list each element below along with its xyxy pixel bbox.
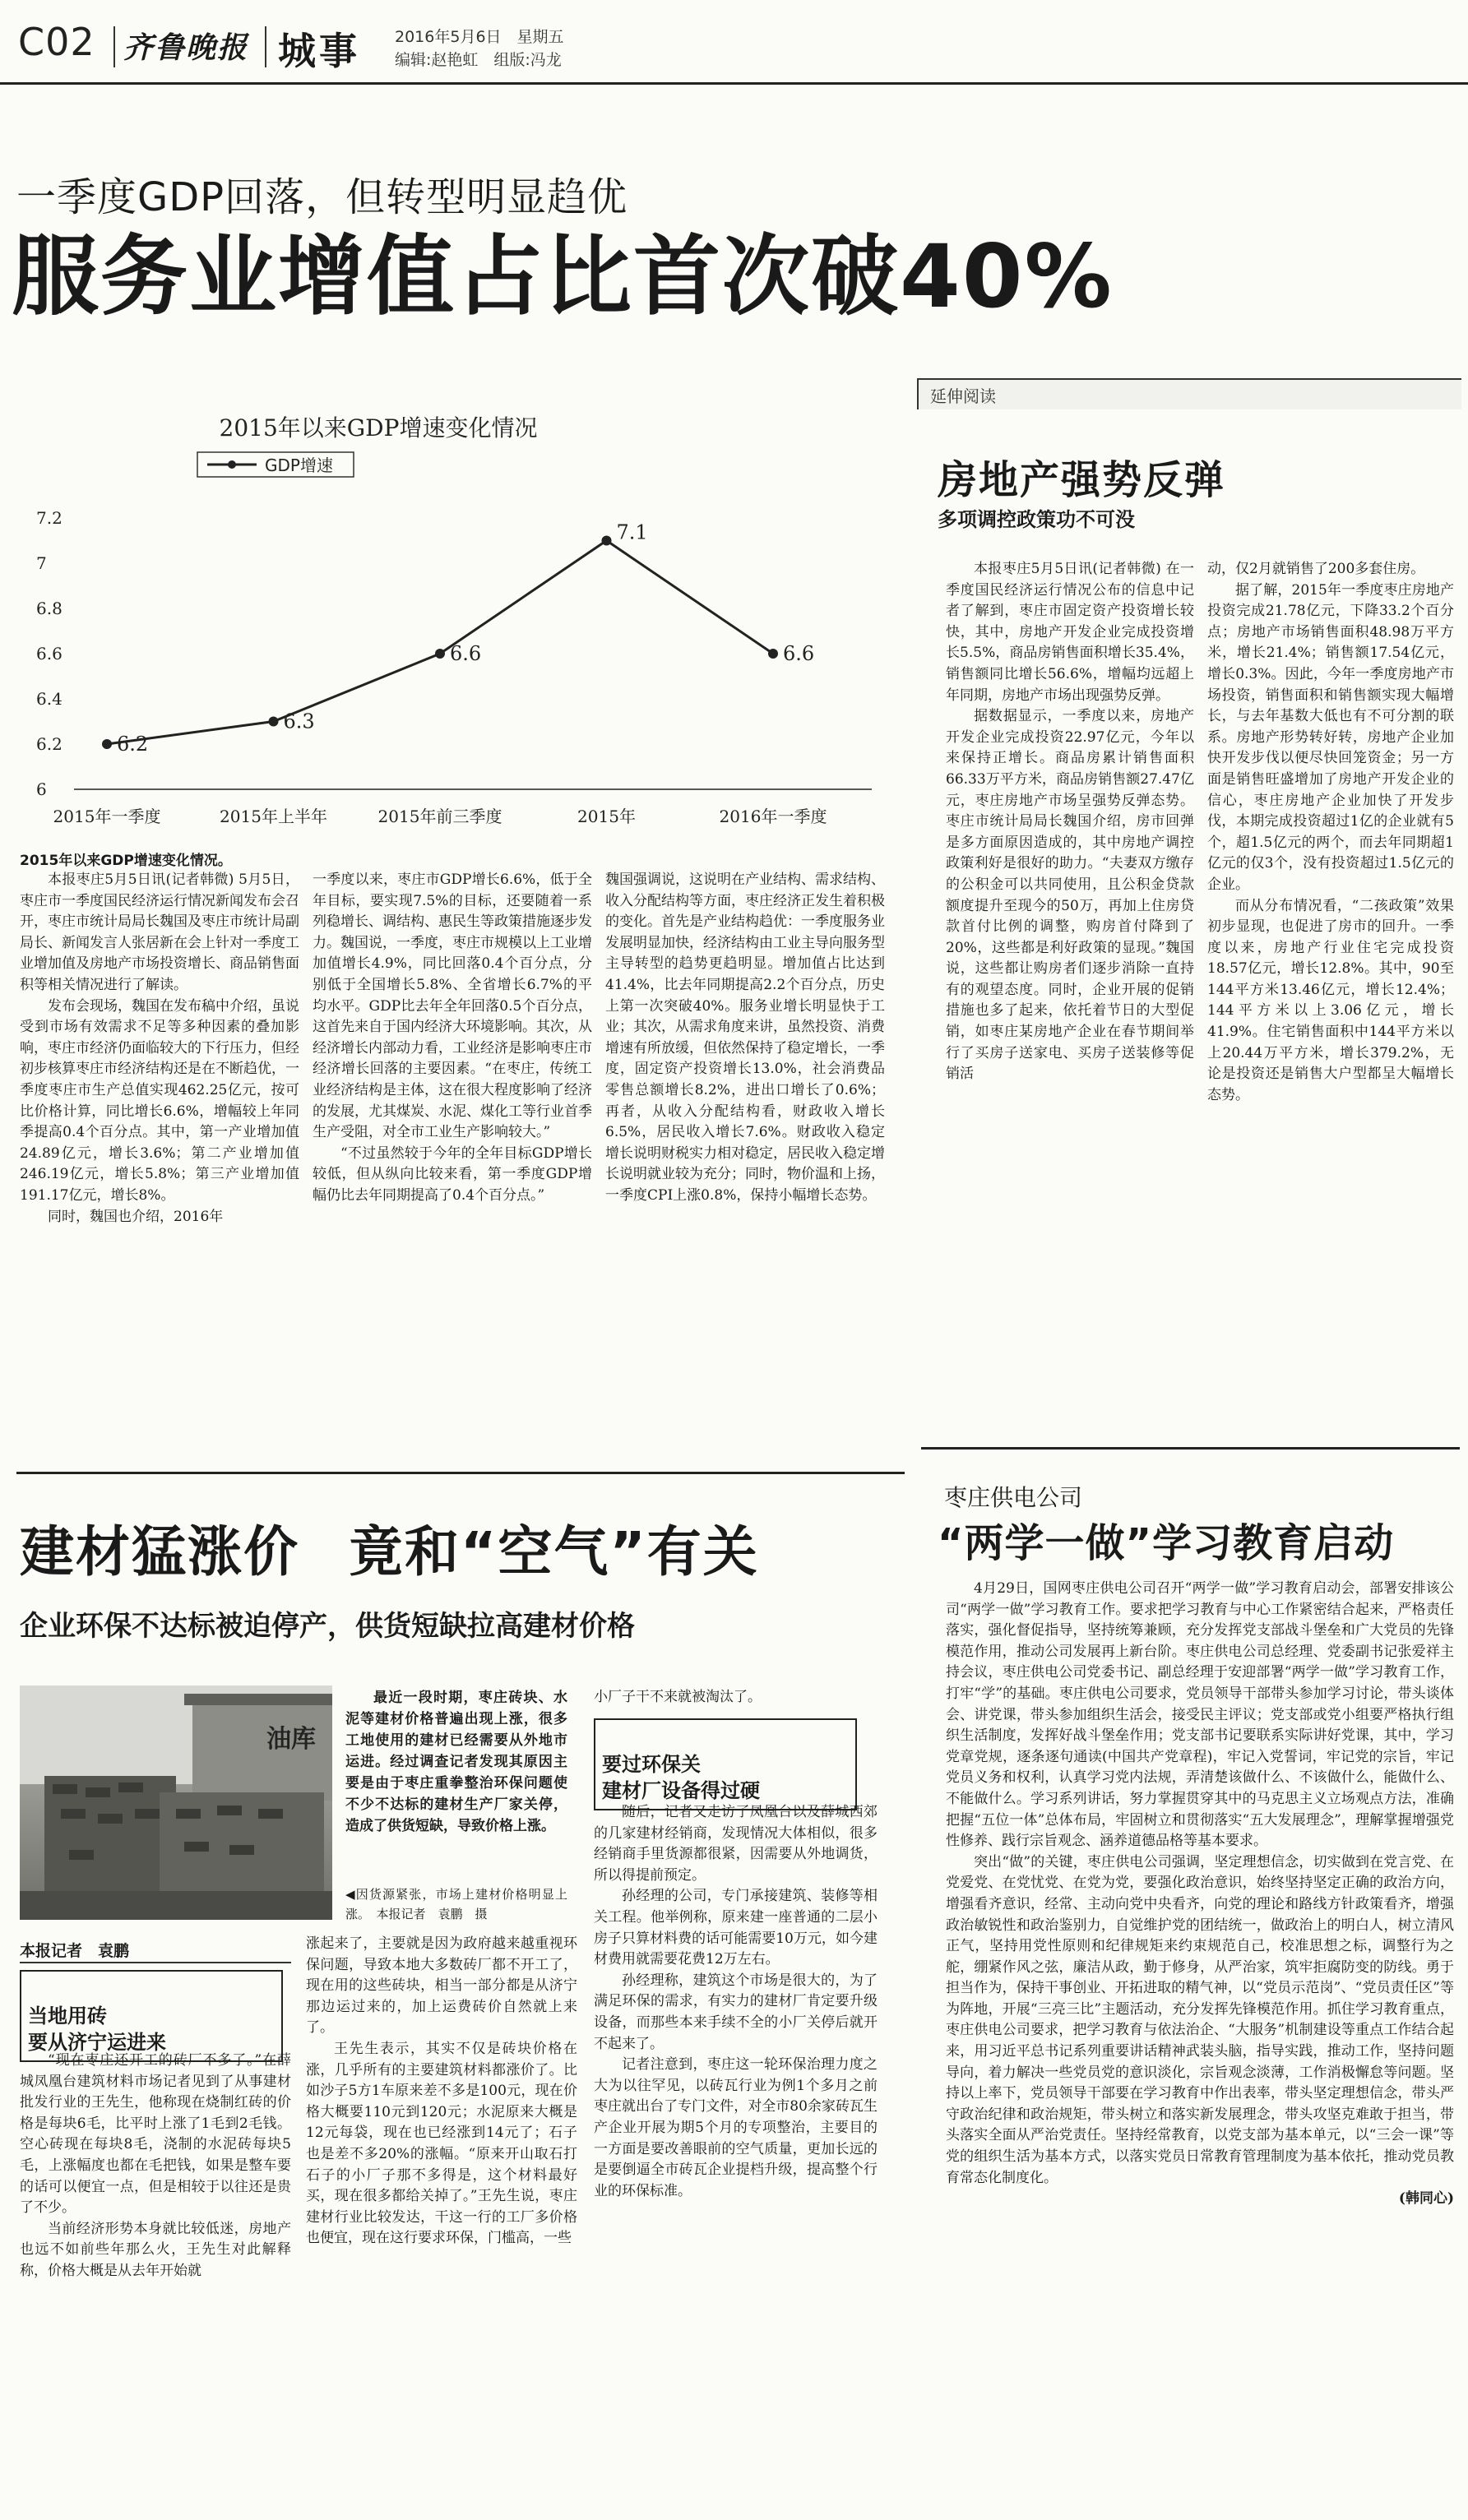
sidebar-column-2-para: 据了解，2015年一季度枣庄房地产投资完成21.78亿元，下降33.2个百分点；房地产市场销售面积48.98万平方米，增长21.4%；销售额17.54亿元，增长0.3%。因此，今年一季度房地产市场投资，销售面积和销售额实现大幅增长，与去年基数大低也有不可分割的联系。房地产形势转好转，房地产企业加快开发步伐以便尽快回笼资金；另一方面是销售旺盛增加了房地产开发企业的信心，枣庄房地产企业加快了开发步伐，本期完成投资超过1亿的企业就有5个，超1.5亿元的两个，而去年同期超1亿元的仅3个，没有投资超过1.5亿元的企业。 [1207,581,1454,893]
masthead [0,0,1468,82]
section-rule-left [16,1472,905,1474]
building-headline-b: 竟和“空气”有关 [349,1520,759,1584]
lead-kicker: 一季度GDP回落，但转型明显趋优 [16,174,628,220]
building-column-3 [594,1802,878,2507]
building-box-2-text: 要过环保关 建材厂设备得过硬 [602,1753,760,1802]
building-subhead-box-1 [20,1970,283,2062]
sidebar-tag-box [917,378,1461,409]
chart-plot [36,508,872,826]
gdp-chart [25,403,905,839]
byline-rule [20,1962,291,1963]
y-tick-label: 6.4 [36,689,63,709]
photo-sign: 油库 [266,1725,316,1754]
building-col3-top-text: 小厂子干不来就被淘汰了。 [594,1689,762,1705]
y-tick-label: 6.8 [36,599,63,618]
sidebar-column-1-para: 据数据显示，一季度以来，房地产开发企业完成投资22.97亿元，今年以来保持正增长。商品房累计销售面积66.33万平方米，商品房销售额27.47亿元，枣庄房地产市场呈强势反弹态势。枣庄市统计局局长魏国介绍，房市回弹是多方面原因造成的，其中房地产调控政策利好是很好的助力。“夫妻双方缴存的公积金可以共同使用，且公积金贷款额度提升至现今的50万，再加上住房贷款首付比例的调整，购房首付降到了20%，这些都是利好政策的显现。”魏国说，这些都让购房者们逐步消除一直持有的观望态度。同时，企业开展的促销措施也多了起来，依托着节日的大型促销，如枣庄某房地产企业在春节期间举行了买房子送家电、买房子送装修等促销活 [946,708,1194,1083]
gdp-data-point [602,536,612,546]
x-tick-label: 2015年 [577,807,636,826]
building-column-1-para: 当前经济形势本身就比较低迷，房地产也远不如前些年那么火，王先生对此解释称，价格大概是从去年开始就 [20,2220,291,2279]
building-column-3-top [594,1687,878,1712]
building-column-1 [20,2051,291,2507]
sidebar-column-2 [1207,559,1454,1422]
lead-column-1-para: 本报枣庄5月5日讯(记者韩微) 5月5日，枣庄市一季度国民经济运行情况新闻发布会召开，枣庄市统计局局长魏国及枣庄市统计局副局长、新闻发言人张居新在会上针对一季度工业增加值及房地产市场投资增长、商品销售面积等相关情况进行了解读。 [20,872,299,993]
paper-name: 齐鲁晚报 [123,30,249,65]
x-tick-label: 2015年前三季度 [377,807,502,826]
x-tick-label: 2016年一季度 [719,807,827,826]
y-tick-label: 7 [36,553,47,573]
lead-column-2 [313,870,592,1450]
y-tick-label: 6.6 [36,644,63,664]
masthead-divider-2 [265,26,266,67]
building-column-2-text [306,1934,577,2250]
sidebar-column-1-para: 本报枣庄5月5日讯(记者韩微) 在一季度国民经济运行情况公布的信息中记者了解到，枣庄市固定资产投资增长较快，其中，房地产开发企业完成投资增长5.5%，商品房销售面积增长35.4%，销售额同比增长56.6%，增幅均远超上年同期，房地产市场出现强势反弹。 [946,561,1194,704]
building-column-3-para: 记者注意到，枣庄这一轮环保治理力度之大为以往罕见，以砖瓦行业为例1个多月之前枣庄就出台了专门文件，对全市80余家砖瓦生产企业开展为期5个月的专项整治，主要目的一方面是要改善眼前的空气质量，更加长远的是要倒逼全市砖瓦企业提档升级，提高整个行业的环保标准。 [594,2056,878,2199]
lead-column-2-text [313,870,592,1207]
sidebar-tag: 延伸阅读 [930,386,996,406]
power-body-para: 突出“做”的关键，枣庄供电公司强调，坚定理想信念，切实做到在党言党、在党爱党、在党忧党、在党为党，要强化政治意识，始终坚持坚定正确的政治方向，增强看齐意识，经常、主动向党中央看齐，向党的理论和路线方针政策看齐，增强政治敏锐性和政治鉴别力，自觉维护党的团结统一，做政治上的明白人，树立清风正气，坚持用党性原则和纪律规矩来约束规范自己，校准思想之标，调整行为之舵，绷紧作风之弦，廉洁从政，勤于修身，从严治家，筑牢拒腐防变的防线。勇于担当作为，保持干事创业、开拓进取的精气神，以“党员示范岗”、“党员责任区”等为阵地，开展“三亮三比”主题活动，充分发挥先锋模范作用。抓住学习教育重点，枣庄供电公司要求，把学习教育与依法治企、“大服务”机制建设等重点工作结合起来，用习近平总书记系列重要讲话精神武装头脑，指导实践，推动工作，坚持问题导向，着力解决一些党员党的意识淡化，宗旨观念淡薄，工作消极懈怠等问题。坚持以上率下，党员领导干部要在学习教育中作出表率，带头坚定理想信念，带头严守政治纪律和政治规矩，带头树立和落实新发展理念，带头攻坚克难敢于担当，带头落实全面从严治党责任。坚持经常教育，以党支部为基本单元，以“三会一课”等党的组织生活为基本方式，以落实党员日常教育管理制度为基本依托，推动党员教育常态化制度化。 [946,1853,1454,2186]
sidebar-column-2-text [1207,559,1454,1106]
y-tick-label: 7.2 [36,508,63,528]
gdp-data-point [768,649,778,659]
building-column-3-para: 随后，记者又走访了凤凰台以及薛城西郊的几家建材经销商，发现情况大体相似，很多经销商手里货源都很紧，因需要从外地调货，所以得提前预定。 [594,1804,878,1884]
power-body-text [946,1579,1454,2189]
editor-line: 编辑:赵艳虹 组版:冯龙 [395,51,562,69]
lead-column-2-para: 一季度以来，枣庄市GDP增长6.6%，低于全年目标，要实现7.5%的目标，还要随着一系列稳增长、调结构、惠民生等政策措施逐步发力。魏国说，一季度，枣庄市规模以上工业增加值增长4.9%，同比回落0.4个百分点，分别低于全国增长5.8%、全省增长6.7%的平均水平。GDP比去年全年回落0.5个百分点，这首先来自于国内经济大环境影响。其次，从经济增长内部动力看，工业经济是影响枣庄市经济增长回落的主要因素。“在枣庄，传统工业经济结构是主体，这在很大程度影响了经济的发展，尤其煤炭、水泥、煤化工等行业首季生产受阻，对全市工业生产影响较大。” [313,872,592,1141]
gdp-data-point [269,717,279,727]
gdp-data-label: 6.3 [283,710,315,733]
brick-photo [20,1685,332,1920]
building-column-2-para: 涨起来了，主要就是因为政府越来越重视环保问题，导致本地大多数砖厂都不开工了，现在用的这些砖块，相当一部分都是从济宁那边运过来的，加上运费砖价自然就上来了。 [306,1935,577,2037]
power-headline: “两学一做”学习教育启动 [938,1520,1395,1566]
lead-column-1-para: 同时，魏国也介绍，2016年 [48,1208,224,1225]
page-code: C02 [18,20,95,64]
building-column-3-para: 孙经理的公司，专门承接建筑、装修等相关工程。他举例称，原来建一座普通的二层小房子只算材料费的话可能需要10万元，如今建材费用就需要花费12万左右。 [594,1888,878,1968]
section-title: 城事 [278,29,360,73]
legend-marker [228,460,236,469]
power-body [946,1579,1454,2508]
power-org: 枣庄供电公司 [944,1484,1083,1511]
building-subhead-box-2 [594,1718,857,1810]
power-body-para: 4月29日，国网枣庄供电公司召开“两学一做”学习教育启动会，部署安排该公司“两学一做”学习教育工作。要求把学习教育与中心工作紧密结合起来，严格责任落实，强化督促指导，坚持统筹兼顾，充分发挥党支部战斗堡垒和广大党员的先锋模范作用，推动公司发展再上新台阶。枣庄供电公司总经理、党委副书记张爱祥主持会议，枣庄供电公司党委书记、副总经理于安迎部署“两学一做”学习教育工作，打牢“学”的基础。枣庄供电公司要求，党员领导干部带头参加学习讨论，带头谈体会、讲党课，带头参加组织生活会，接受民主评议；党支部或党小组要严格执行组织生活制度，发挥好战斗堡垒作用；党支部书记要联系实际讲好党课，其中，学习党章党规，逐条逐句通读(中国共产党章程)，牢记入党誓词，牢记党的宗旨，牢记党员义务和权利，认真学习党内法规，弄清楚该做什么、不该做什么，能做什么、不能做什么。学习系列讲话，努力掌握贯穿其中的马克思主义立场观点方法，准确把握“五位一体”总体布局，牢固树立和贯彻落实“五大发展理念”，理解掌握增强党性修养、践行宗旨观念、涵养道德品格等基本要求。 [946,1580,1454,1850]
lead-column-3-para: 魏国强调说，这说明在产业结构、需求结构、收入分配结构等方面，枣庄经济正发生着积极的变化。首先是产业结构趋优：一季度服务业发展明显加快，经济结构由工业主导向服务型主导转型的趋势更趋明显。增加值占比达到41.4%，比去年同期提高2.2个百分点，历史上第一次突破40%。服务业增长明显快于工业；其次，从需求角度来讲，虽然投资、消费增速有所放缓，但依然保持了稳定增长，一季度，固定资产投资增长13.0%，社会消费品零售总额增长8.2%，进出口增长了0.6%；再者，从收入分配结构看，财政收入增长6.5%，居民收入增长7.6%。财政收入稳定增长说明财税实力相对稳定，居民收入稳定增长说明就业较为充分；同时，物价温和上扬，一季度CPI上涨0.8%，保持小幅增长态势。 [605,872,885,1204]
building-column-3-para: 孙经理称，建筑这个市场是很大的，为了满足环保的需求，有实力的建材厂肯定要升级设备，而那些本来手续不全的小厂关停后就开不起来了。 [594,1972,878,2052]
gdp-series-line [107,541,773,745]
section-rule-right [921,1447,1460,1450]
lead-column-3 [605,870,885,1450]
photo-caption: ◀因货源紧张，市场上建材价格明显上涨。 本报记者 袁鹏 摄 [345,1887,567,1921]
x-tick-label: 2015年上半年 [220,807,327,826]
gdp-data-label: 6.6 [450,642,482,665]
building-subhead: 企业环保不达标被迫停产，供货短缺拉高建材价格 [20,1610,635,1643]
lead-column-1-text [20,870,299,1228]
building-column-1-para: “现在枣庄还开工的砖厂不多了。”在薛城凤凰台建筑材料市场记者见到了从事建材批发行业的王先生，他称现在烧制红砖的价格是每块6毛，比平时上涨了1毛到2毛钱。空心砖现在每块8毛，浇制的水泥砖每块5毛，上涨幅度也都在毛把钱，如果是整车要的话可以便宜一点，但是相较于以往还是贵了不少。 [20,2052,291,2217]
lead-column-1 [20,870,299,1450]
sidebar-column-2-para: 动，仅2月就销售了200多套住房。 [1207,561,1425,577]
photo-caption-box [345,1884,567,1927]
gdp-data-point [435,649,445,659]
building-headline [20,1519,759,1585]
gdp-chart-svg [25,403,905,839]
legend-label: GDP增速 [265,455,333,475]
building-column-3-text [594,1802,878,2202]
building-column-2 [306,1934,577,2507]
building-byline: 本报记者 袁鹏 [20,1942,130,1960]
lead-column-1-para: 发布会现场，魏国在发布稿中介绍，虽说受到市场有效需求不足等多种因素的叠加影响，枣庄市经济仍面临较大的下行压力，但经初步核算枣庄市经济结构还是在不断趋优，一季度枣庄市生产总值实现462.25亿元，按可比价格计算，同比增长6.6%，增幅较上年同季提高0.4个百分点。其中，第一产业增加值24.89亿元，增长3.6%；第二产业增加值246.19亿元，增长5.8%；第三产业增加值191.17亿元，增长8%。 [20,997,299,1204]
building-headline-a: 建材猛涨价 [20,1520,299,1584]
sidebar-headline: 房地产强势反弹 [938,457,1226,503]
masthead-rule [0,82,1468,85]
sidebar-subhead: 多项调控政策功不可没 [938,508,1135,531]
gdp-data-label: 6.6 [783,642,815,665]
building-column-1-text [20,2051,291,2282]
date-line: 2016年5月6日 星期五 [395,28,564,46]
gdp-data-label: 7.1 [616,520,648,544]
lead-column-3-text [605,870,885,1207]
chart-title: 2015年以来GDP增速变化情况 [219,414,538,442]
lead-column-2-para: “不过虽然较于今年的全年目标GDP增长较低，但从纵向比较来看，第一季度GDP增幅仍比去年同期提高了0.4个百分点。” [313,1144,592,1204]
building-lead-text: 最近一段时期，枣庄砖块、水泥等建材价格普遍出现上涨，很多工地使用的建材已经需要从外地市运进。经过调查记者发现其原因主要是由于枣庄重拳整治环保问题使不少不达标的建材生产厂家关停，造成了供货短缺，导致价格上涨。 [345,1690,567,1834]
y-tick-label: 6.2 [36,734,63,754]
gdp-data-label: 6.2 [117,733,149,756]
building-column-2-para: 王先生表示，其实不仅是砖块价格在涨，几乎所有的主要建筑材料都涨价了。比如沙子5方1车原来差不多是100元，现在价格大概要110元到120元；水泥原来大概是12元每袋，现在也已经涨到14元了；石子也是差不多20%的涨幅。“原来开山取石打石子的小厂子那不多得是，这个材料最好买，现在很多都给关掉了。”王先生说，枣庄建材行业比较发达，干这一行的工厂多价格也便宜，现在这行要求环保，门槛高，一些 [306,2040,577,2247]
sidebar-column-2-para: 而从分布情况看，“二孩政策”效果初步显现，也促进了房市的回升。一季度以来，房地产行业住宅完成投资18.57亿元，增长12.8%。其中，90至144平方米13.46亿元，增长12.4%；144平方米以上3.06亿元，增长41.9%。住宅销售面积中144平方米以上20.44万平方米，增长379.2%，无论是投资还是销售大户型都呈大幅增长态势。 [1207,897,1454,1103]
masthead-divider [113,26,115,67]
y-tick-label: 6 [36,779,47,799]
sidebar-column-1-text [946,559,1194,1085]
power-signature: (韩同心) [1398,2190,1454,2208]
chart-caption: 2015年以来GDP增速变化情况。 [20,853,232,869]
x-tick-label: 2015年一季度 [53,807,161,826]
chart-legend [197,452,354,477]
lead-headline: 服务业增值占比首次破40% [12,226,1114,327]
building-lead [345,1687,567,1876]
building-box-1-text: 当地用砖 要从济宁运进来 [28,2004,166,2054]
sidebar-column-1 [946,559,1194,1422]
gdp-data-point [102,739,112,749]
